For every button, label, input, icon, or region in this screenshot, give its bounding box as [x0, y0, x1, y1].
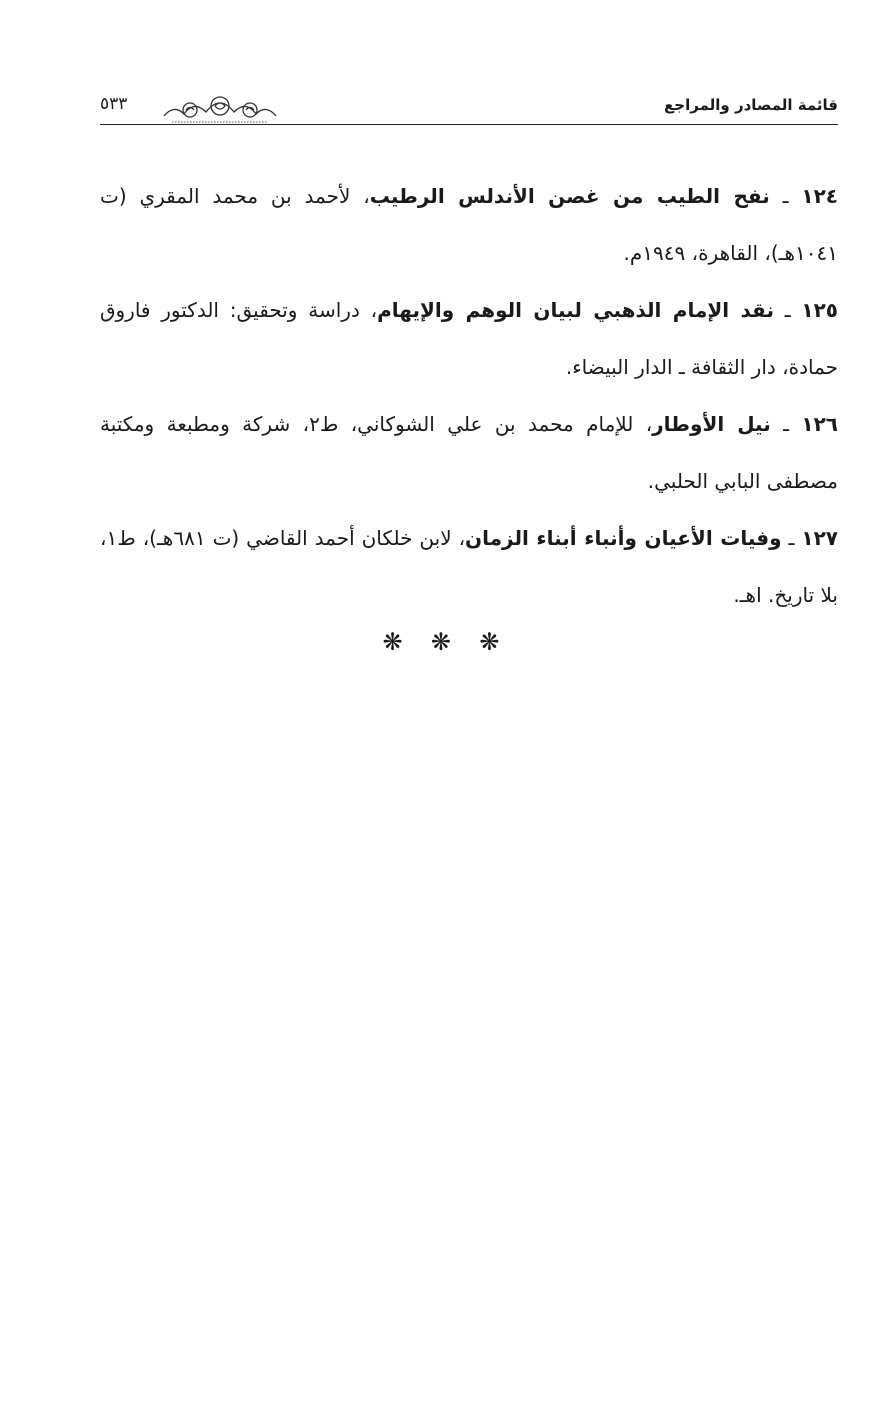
- entry-title: نفح الطيب من غصن الأندلس الرطيب: [369, 184, 770, 208]
- entry-details: ، دراسة وتحقيق: الدكتور فاروق حمادة، دار الثقافة ـ الدار البيضاء.: [100, 298, 838, 379]
- header-ornament-icon: [160, 88, 280, 128]
- running-title: قائمة المصادر والمراجع: [664, 96, 838, 114]
- bibliography-entry: [100, 282, 838, 396]
- entry-details: ، للإمام محمد بن علي الشوكاني، ط٢، شركة ومطبعة ومكتبة مصطفى البابي الحلبي.: [100, 412, 838, 493]
- section-divider: ❋ ❋ ❋: [382, 628, 510, 656]
- entry-number: ١٢٦: [801, 412, 838, 436]
- header-rule: [100, 124, 838, 125]
- page-number: ٥٣٣: [100, 94, 128, 114]
- bibliography-entry: [100, 168, 838, 282]
- entry-details: ، لأحمد بن محمد المقري (ت ١٠٤١هـ)، القاهرة، ١٩٤٩م.: [100, 184, 838, 265]
- bibliography-entry: [100, 510, 838, 624]
- entry-title: نقد الإمام الذهبي لبيان الوهم والإيهام: [377, 298, 774, 322]
- entry-details: ، لابن خلكان أحمد القاضي (ت ٦٨١هـ)، ط١، بلا تاريخ. اهـ.: [100, 526, 838, 607]
- entry-separator: ـ: [773, 298, 802, 322]
- entry-separator: ـ: [769, 184, 802, 208]
- entry-separator: ـ: [770, 412, 802, 436]
- entry-number: ١٢٥: [801, 298, 839, 322]
- entry-title: وفيات الأعيان وأنباء أبناء الزمان: [465, 526, 782, 550]
- page-header: [100, 88, 838, 128]
- entry-title: نيل الأوطار: [652, 412, 771, 436]
- bibliography-list: [100, 168, 838, 624]
- entry-number: ١٢٤: [801, 184, 839, 208]
- entry-separator: ـ: [781, 526, 802, 550]
- entry-number: ١٢٧: [801, 526, 838, 550]
- bibliography-entry: [100, 396, 838, 510]
